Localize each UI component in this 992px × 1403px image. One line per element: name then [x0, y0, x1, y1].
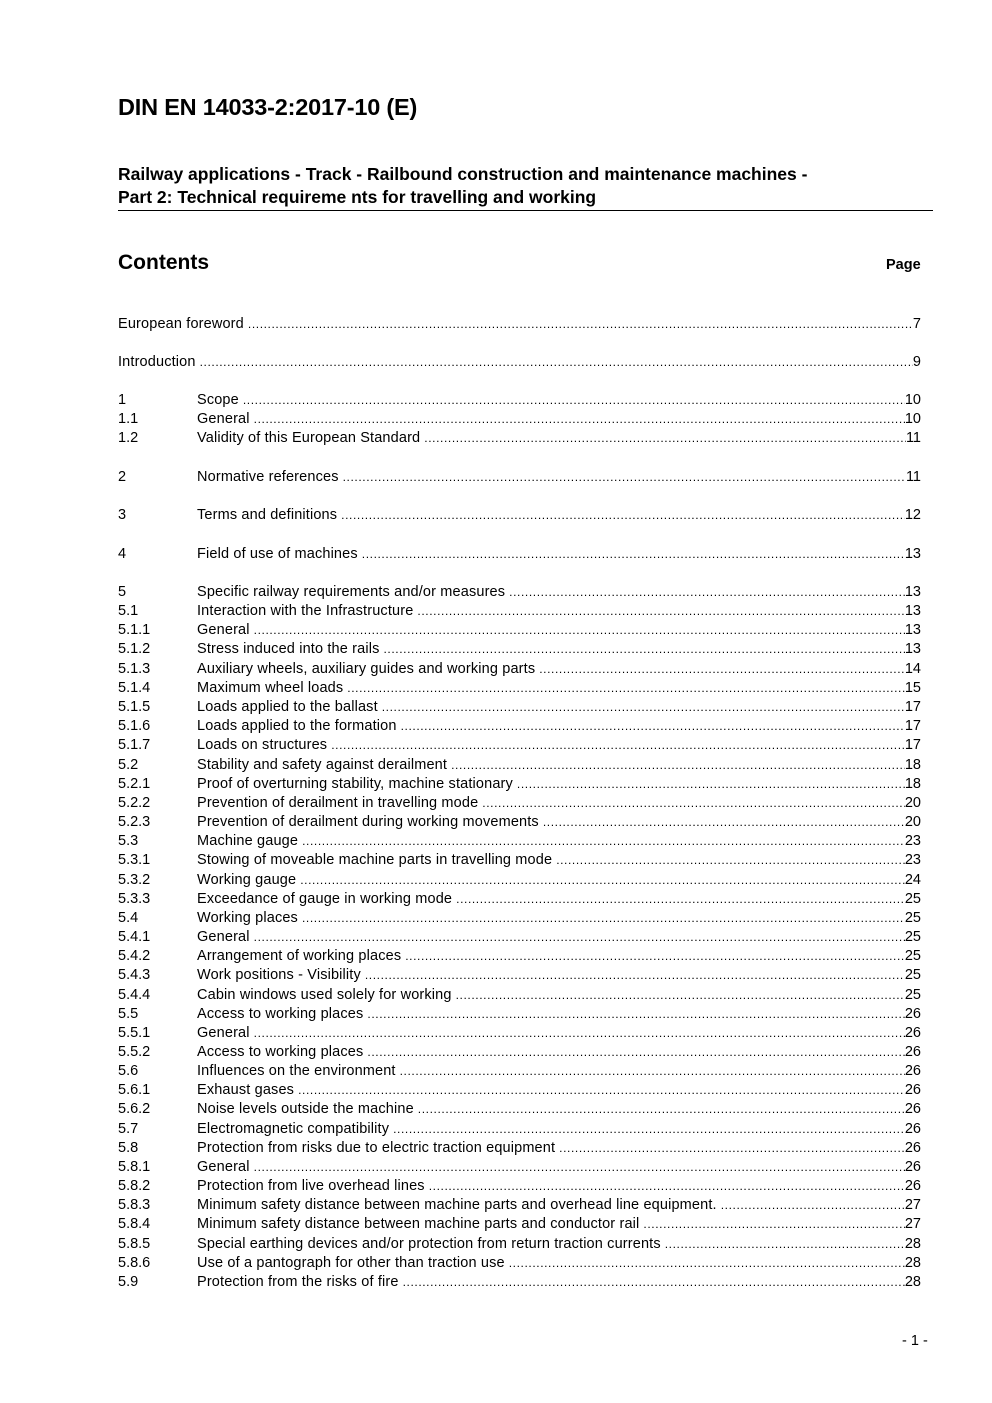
toc-entry [118, 756, 921, 775]
toc-dot-leader [401, 717, 905, 736]
toc-entry-page: 7 [912, 316, 921, 332]
toc-entry-number: 5.8.6 [118, 1255, 151, 1271]
toc-entry [118, 890, 921, 909]
toc-entry [118, 947, 921, 966]
toc-dot-leader [556, 851, 905, 870]
toc-entry-page: 20 [904, 795, 921, 811]
toc-entry-page: 10 [904, 411, 921, 427]
toc-entry-page: 25 [904, 891, 921, 907]
toc-entry-page: 27 [904, 1197, 921, 1213]
toc-entry-number: 5.5.2 [118, 1044, 151, 1060]
toc-dot-leader [665, 1235, 905, 1254]
toc-entry-number: 5.8.3 [118, 1197, 151, 1213]
toc-entry [118, 1120, 921, 1139]
toc-entry-number: 5.2 [118, 757, 139, 773]
toc-entry-title: Field of use of machines [197, 546, 358, 562]
toc-entry-number: 5.3.3 [118, 891, 151, 907]
toc-entry-page: 17 [904, 718, 921, 734]
toc-entry-title: Electromagnetic compatibility [197, 1121, 390, 1137]
toc-dot-leader [254, 1158, 905, 1177]
contents-heading: Contents [118, 251, 209, 274]
toc-dot-leader [382, 698, 905, 717]
toc-entry-title: Specific railway requirements and/or measures [197, 584, 506, 600]
toc-entry-number: 5.6.1 [118, 1082, 151, 1098]
toc-dot-leader [451, 756, 905, 775]
toc-entry-page: 11 [905, 430, 921, 446]
toc-entry-number: 5.1.5 [118, 699, 151, 715]
toc-entry-title: Exceedance of gauge in working mode [197, 891, 453, 907]
toc-entry-title: Validity of this European Standard [197, 430, 421, 446]
toc-entry-number: 5.3 [118, 833, 139, 849]
toc-entry-title: Introduction [118, 354, 196, 370]
toc-entry-page: 28 [904, 1274, 921, 1290]
toc-entry-number: 4 [118, 546, 127, 562]
toc-entry-page: 26 [904, 1006, 921, 1022]
toc-entry-number: 5.6.2 [118, 1101, 151, 1117]
toc-entry-page: 25 [904, 929, 921, 945]
toc-entry-number: 5.2.3 [118, 814, 151, 830]
toc-entry [118, 717, 921, 736]
toc-dot-leader [302, 832, 905, 851]
toc-entry-title: Protection from risks due to electric traction equipment [197, 1140, 556, 1156]
toc-entry [118, 928, 921, 947]
toc-entry-page: 17 [904, 699, 921, 715]
toc-entry [118, 583, 921, 602]
toc-entry-number: 2 [118, 469, 127, 485]
toc-dot-leader [456, 986, 905, 1005]
toc-dot-leader [243, 391, 905, 410]
toc-entry-page: 13 [904, 546, 921, 562]
toc-entry-page: 20 [904, 814, 921, 830]
toc-entry [118, 621, 921, 640]
toc-entry-page: 13 [904, 603, 921, 619]
toc-entry-title: Loads applied to the ballast [197, 699, 378, 715]
toc-entry-page: 18 [904, 776, 921, 792]
toc-entry-page: 12 [904, 507, 921, 523]
toc-entry [118, 1235, 921, 1254]
toc-entry [118, 315, 921, 334]
toc-entry [118, 1254, 921, 1273]
toc-entry-number: 5.8.1 [118, 1159, 151, 1175]
toc-entry-title: Prevention of derailment during working movements [197, 814, 539, 830]
toc-entry-number: 5.8 [118, 1140, 139, 1156]
toc-entry [118, 1177, 921, 1196]
toc-entry-page: 13 [904, 622, 921, 638]
toc-entry-number: 5.7 [118, 1121, 139, 1137]
toc-entry [118, 698, 921, 717]
page-column-heading: Page [886, 257, 921, 273]
toc-entry-page: 14 [904, 661, 921, 677]
toc-entry-page: 26 [904, 1025, 921, 1041]
subtitle-line-2: Part 2: Technical requireme nts for travelling and working [118, 187, 597, 207]
toc-dot-leader [254, 621, 905, 640]
toc-entry-number: 5.3.2 [118, 872, 151, 888]
toc-dot-leader [254, 1024, 905, 1043]
toc-entry [118, 736, 921, 755]
toc-dot-leader [200, 353, 913, 372]
toc-entry-page: 26 [904, 1082, 921, 1098]
toc-entry [118, 679, 921, 698]
toc-entry-page: 25 [904, 967, 921, 983]
toc-entry [118, 1062, 921, 1081]
toc-entry [118, 1196, 921, 1215]
toc-entry-title: Stowing of moveable machine parts in travelling mode [197, 852, 553, 868]
toc-dot-leader [543, 813, 905, 832]
toc-entry-title: Stability and safety against derailment [197, 757, 448, 773]
toc-entry [118, 1081, 921, 1100]
toc-dot-leader [509, 583, 905, 602]
toc-dot-leader [721, 1196, 905, 1215]
toc-dot-leader [418, 1100, 905, 1119]
toc-dot-leader [417, 602, 904, 621]
toc-entry-title: General [197, 1159, 250, 1175]
toc-entry-number: 1.2 [118, 430, 139, 446]
toc-entry-number: 5.8.4 [118, 1216, 151, 1232]
toc-entry-number: 5.1.6 [118, 718, 151, 734]
toc-entry-title: European foreword [118, 316, 244, 332]
toc-entry-title: Working places [197, 910, 298, 926]
toc-entry [118, 871, 921, 890]
toc-dot-leader [429, 1177, 905, 1196]
toc-dot-leader [331, 736, 905, 755]
toc-entry-page: 26 [904, 1063, 921, 1079]
document-subtitle [118, 163, 933, 211]
toc-entry-page: 26 [904, 1121, 921, 1137]
toc-dot-leader [298, 1081, 905, 1100]
toc-entry-page: 23 [904, 852, 921, 868]
toc-entry-number: 5.5.1 [118, 1025, 151, 1041]
toc-entry [118, 1158, 921, 1177]
subtitle-line-1: Railway applications - Track - Railbound construction and maintenance machines - [118, 164, 808, 184]
toc-entry-title: Scope [197, 392, 239, 408]
toc-entry-page: 25 [904, 910, 921, 926]
toc-entry-page: 15 [904, 680, 921, 696]
toc-entry [118, 660, 921, 679]
toc-entry-number: 5.6 [118, 1063, 139, 1079]
toc-dot-leader [393, 1120, 905, 1139]
toc-entry-title: Maximum wheel loads [197, 680, 344, 696]
toc-entry [118, 391, 921, 410]
toc-entry-title: Normative references [197, 469, 339, 485]
toc-entry-number: 5.4 [118, 910, 139, 926]
toc-dot-leader [248, 315, 913, 334]
toc-entry-number: 5.1.4 [118, 680, 151, 696]
toc-entry [118, 545, 921, 564]
toc-dot-leader [405, 947, 905, 966]
toc-dot-leader [254, 410, 905, 429]
toc-entry-title: Loads applied to the formation [197, 718, 397, 734]
toc-entry-title: Minimum safety distance between machine parts and overhead line equipment. [197, 1197, 717, 1213]
toc-entry-number: 5.1.3 [118, 661, 151, 677]
toc-entry [118, 851, 921, 870]
toc-entry-page: 18 [904, 757, 921, 773]
toc-entry-page: 13 [904, 584, 921, 600]
toc-entry-number: 5.4.1 [118, 929, 151, 945]
toc-entry-number: 5.1.7 [118, 737, 151, 753]
toc-entry-title: Influences on the environment [197, 1063, 396, 1079]
toc-entry-title: Noise levels outside the machine [197, 1101, 414, 1117]
toc-dot-leader [383, 640, 904, 659]
toc-entry-title: Use of a pantograph for other than traction use [197, 1255, 505, 1271]
toc-entry-number: 1 [118, 392, 127, 408]
toc-entry-number: 5.1 [118, 603, 139, 619]
toc-entry-title: Proof of overturning stability, machine stationary [197, 776, 513, 792]
toc-entry-title: Stress induced into the rails [197, 641, 380, 657]
toc-dot-leader [341, 506, 905, 525]
toc-entry-title: Working gauge [197, 872, 297, 888]
toc-dot-leader [365, 966, 905, 985]
toc-entry-page: 27 [904, 1216, 921, 1232]
toc-entry-page: 11 [905, 469, 921, 485]
toc-entry-number: 3 [118, 507, 127, 523]
toc-entry-page: 26 [904, 1178, 921, 1194]
toc-entry [118, 429, 921, 448]
toc-entry-number: 5.1.2 [118, 641, 151, 657]
toc-entry-page: 26 [904, 1159, 921, 1175]
toc-entry-title: Auxiliary wheels, auxiliary guides and working parts [197, 661, 536, 677]
toc-entry-page: 13 [904, 641, 921, 657]
toc-dot-leader [302, 909, 905, 928]
toc-entry [118, 909, 921, 928]
toc-dot-leader [509, 1254, 905, 1273]
toc-entry-title: General [197, 1025, 250, 1041]
toc-dot-leader [539, 660, 905, 679]
toc-entry-number: 1.1 [118, 411, 139, 427]
toc-entry-title: Arrangement of working places [197, 948, 402, 964]
toc-entry-number: 5.4.4 [118, 987, 151, 1003]
toc-entry-page: 17 [904, 737, 921, 753]
toc-entry-number: 5.9 [118, 1274, 139, 1290]
toc-entry [118, 1139, 921, 1158]
toc-entry-page: 28 [904, 1236, 921, 1252]
toc-entry [118, 640, 921, 659]
toc-entry-title: Cabin windows used solely for working [197, 987, 452, 1003]
toc-entry-title: Machine gauge [197, 833, 299, 849]
toc-dot-leader [643, 1215, 904, 1234]
toc-entry [118, 986, 921, 1005]
toc-entry-page: 28 [904, 1255, 921, 1271]
toc-entry-number: 5.5 [118, 1006, 139, 1022]
toc-entry-title: Loads on structures [197, 737, 328, 753]
toc-entry-page: 23 [904, 833, 921, 849]
toc-entry-title: Prevention of derailment in travelling mode [197, 795, 479, 811]
toc-entry-number: 5.3.1 [118, 852, 151, 868]
toc-entry-title: Protection from live overhead lines [197, 1178, 425, 1194]
toc-entry [118, 1215, 921, 1234]
toc-entry-page: 25 [904, 948, 921, 964]
toc-dot-leader [456, 890, 905, 909]
toc-entry-page: 25 [904, 987, 921, 1003]
toc-entry-number: 5.2.1 [118, 776, 151, 792]
toc-entry-title: Terms and definitions [197, 507, 338, 523]
toc-entry [118, 1100, 921, 1119]
toc-entry-page: 26 [904, 1101, 921, 1117]
toc-entry-number: 5.8.5 [118, 1236, 151, 1252]
toc-entry [118, 353, 921, 372]
toc-entry-title: General [197, 411, 250, 427]
toc-entry [118, 602, 921, 621]
toc-dot-leader [300, 871, 905, 890]
toc-entry-title: General [197, 929, 250, 945]
toc-entry [118, 1005, 921, 1024]
toc-entry-title: Interaction with the Infrastructure [197, 603, 414, 619]
toc-entry-title: Access to working places [197, 1006, 364, 1022]
toc-entry [118, 966, 921, 985]
toc-entry-number: 5 [118, 584, 127, 600]
toc-entry-page: 26 [904, 1044, 921, 1060]
toc-entry-number: 5.2.2 [118, 795, 151, 811]
toc-entry-title: Special earthing devices and/or protection from return traction currents [197, 1236, 661, 1252]
toc-dot-leader [343, 468, 906, 487]
toc-entry-title: Exhaust gases [197, 1082, 295, 1098]
toc-entry-title: Minimum safety distance between machine parts and conductor rail [197, 1216, 640, 1232]
toc-entry [118, 1273, 921, 1292]
toc-dot-leader [367, 1005, 904, 1024]
toc-entry [118, 1024, 921, 1043]
toc-dot-leader [367, 1043, 904, 1062]
toc-entry-page: 24 [904, 872, 921, 888]
toc-entry [118, 832, 921, 851]
toc-entry [118, 506, 921, 525]
toc-dot-leader [517, 775, 905, 794]
toc-entry-number: 5.1.1 [118, 622, 151, 638]
toc-dot-leader [559, 1139, 905, 1158]
toc-entry [118, 1043, 921, 1062]
toc-entry [118, 813, 921, 832]
toc-dot-leader [347, 679, 905, 698]
toc-dot-leader [403, 1273, 905, 1292]
document-id: DIN EN 14033-2:2017-10 (E) [118, 94, 418, 120]
toc-dot-leader [400, 1062, 905, 1081]
toc-entry-number: 5.4.2 [118, 948, 151, 964]
toc-entry-title: Work positions - Visibility [197, 967, 361, 983]
page-number: - 1 - [902, 1333, 928, 1349]
toc-entry-title: General [197, 622, 250, 638]
toc-entry [118, 410, 921, 429]
toc-entry-page: 26 [904, 1140, 921, 1156]
toc-entry-title: Access to working places [197, 1044, 364, 1060]
toc-dot-leader [482, 794, 905, 813]
toc-dot-leader [254, 928, 905, 947]
toc-entry [118, 468, 921, 487]
toc-entry-title: Protection from the risks of fire [197, 1274, 399, 1290]
toc-entry [118, 794, 921, 813]
toc-entry-number: 5.8.2 [118, 1178, 151, 1194]
toc-dot-leader [424, 429, 906, 448]
toc-entry-number: 5.4.3 [118, 967, 151, 983]
toc-entry [118, 775, 921, 794]
toc-dot-leader [362, 545, 905, 564]
toc-entry-page: 9 [912, 354, 921, 370]
toc-entry-page: 10 [904, 392, 921, 408]
